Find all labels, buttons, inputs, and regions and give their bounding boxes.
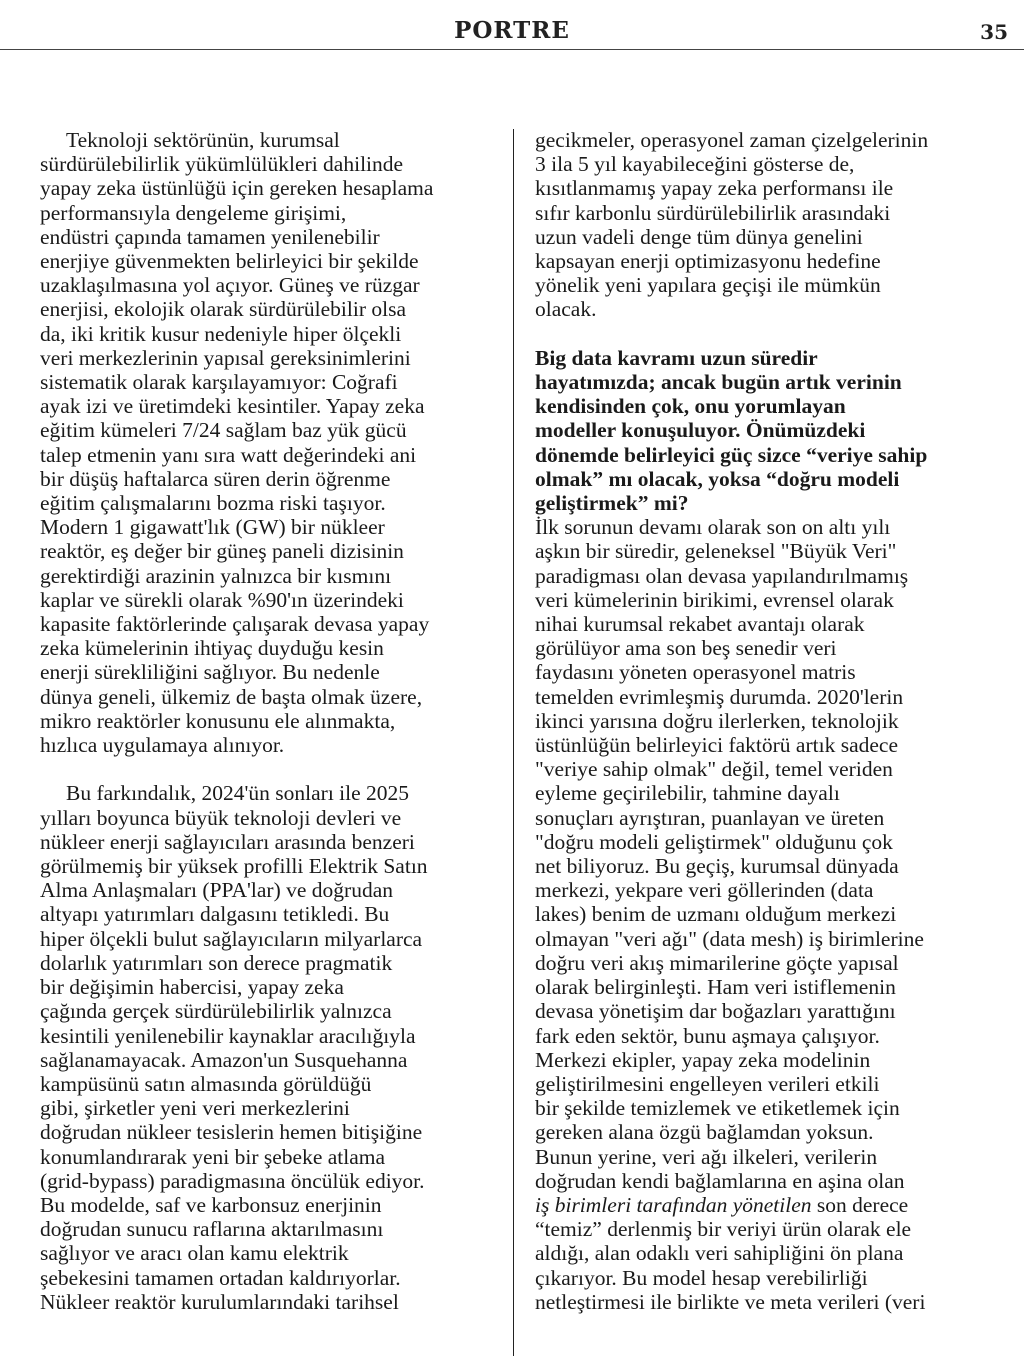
text-line: “temiz” derlenmiş bir veriyi ürün olarak ele [535,1217,912,1242]
text-line: enerjisi, ekolojik olarak sürdürülebilir olsa [40,297,407,322]
text-line: ayak izi ve üretimdeki kesintiler. Yapay zeka [40,394,425,419]
text-line: sıfır karbonlu sürdürülebilirlik arasındaki [535,200,891,225]
paragraph [535,1217,987,1314]
text-line: kesintili yenilenebilir kaynaklar aracılığıyla [40,1023,416,1048]
text-line: faydasını yöneten operasyonel matris [535,660,856,685]
text-line: altyapı yatırımları dalgasını tetikledi. Bu [40,902,390,927]
text-line: uzun vadeli denge tüm dünya genelini [535,224,863,249]
paragraph [535,128,987,322]
text-line: sistematik olarak karşılayamıyor: Coğrafi [40,370,398,395]
right-column [535,128,987,1314]
italic-phrase: iş birimleri tarafından yönetilen [535,1192,812,1217]
text-line: yapay zeka üstünlüğü için gereken hesaplama [40,176,434,201]
text-line: yılları boyunca büyük teknoloji devleri ve [40,805,402,830]
text-line: net biliyoruz. Bu geçiş, kurumsal dünyada [535,854,899,879]
text-line: görülmemiş bir yüksek profilli Elektrik Satın [40,854,428,879]
text-line [535,1193,987,1217]
text-fragment: son derece [811,1192,909,1217]
section-title: PORTRE [454,17,570,44]
text-line: Alma Anlaşmaları (PPA'lar) ve doğrudan [40,878,393,903]
text-line: gereken alana özgü bağlamdan yoksun. [535,1120,874,1145]
text-line: İlk sorunun devamı olarak son on altı yılı [535,515,891,540]
text-line: Bu modelde, saf ve karbonsuz enerjinin [40,1192,382,1217]
text-line: eyleme geçirilebilir, tahmine dayalı [535,781,840,806]
text-line: bir düşüş haftalarca süren derin öğrenme [40,466,391,491]
text-line: uzaklaşılmasına yol açıyor. Güneş ve rüzgar [40,273,420,298]
text-line: üstünlüğün belirleyici faktörü artık sadece [535,733,898,758]
paragraph [40,781,492,1313]
text-line: zeka kümelerinin ihtiyaç duyduğu kesin [40,636,384,661]
text-line: endüstri çapında tamamen yenilenebilir [40,224,380,249]
text-line: enerji sürekliliğini sağlıyor. Bu nedenle [40,660,380,685]
text-line: devasa yönetişim dar boğazları yarattığını [535,999,896,1024]
text-line: Bunun yerine, veri ağı ilkeleri, verilerin [535,1144,878,1169]
text-line: Nükleer reaktör kurulumlarındaki tarihsel [40,1289,399,1314]
text-line: çağında gerçek sürdürülebilirlik yalnızca [40,999,392,1024]
interview-question [535,346,987,515]
text-line: geliştirilmesini engelleyen verileri etkili [535,1071,880,1096]
text-line: eğitim çalışmalarını bozma riski taşıyor. [40,491,386,516]
text-line: nükleer enerji sağlayıcıları arasında benzeri [40,829,415,854]
text-line: gibi, şirketler yeni veri merkezlerini [40,1096,350,1121]
text-line: talep etmenin yanı sıra watt değerindeki ani [40,442,417,467]
text-line: görülüyor ama son beş senedir veri [535,636,837,661]
text-line: olmayan "veri ağı" (data mesh) iş birimlerine [535,926,924,951]
header-rule [0,49,1024,50]
text-line: olmak” mı olacak, yoksa “doğru modeli [535,466,900,491]
text-line: 3 ila 5 yıl kayabileceğini gösterse de, [535,152,855,177]
text-line: kampüsünü satın almasında görüldüğü [40,1071,372,1096]
text-line: merkezi, yekpare veri göllerinden (data [535,878,874,903]
text-line: hızlıca uygulamaya alınıyor. [40,733,285,758]
text-line: temelden evrimleşmiş durumda. 2020'lerin [535,684,904,709]
text-line: Modern 1 gigawatt'lık (GW) bir nükleer [40,515,385,540]
paragraph-gap [535,322,987,346]
text-line: reaktör, eş değer bir güneş paneli dizisinin [40,539,404,564]
text-line: paradigması olan devasa yapılandırılmamış [535,563,909,588]
text-line: kapasite faktörlerinde çalışarak devasa yapay [40,612,430,637]
text-line: Teknoloji sektörünün, kurumsal [66,128,340,152]
text-line: doğru veri akış mimarilerine göçte yapısal [535,950,899,975]
text-line: hiper ölçekli bulut sağlayıcıların milyarlarca [40,926,423,951]
text-line: geliştirmek” mi? [535,491,689,516]
text-line: nihai kurumsal rekabet avantajı olarak [535,612,865,637]
text-line: lakes) benim de uzmanı olduğum merkezi [535,902,897,927]
paragraph [535,515,987,1193]
text-line: netleştirmesi ile birlikte ve meta verileri (veri [535,1289,926,1314]
text-line: fark eden sektör, bunu aşmaya çalışıyor. [535,1023,880,1048]
text-line: konumlandırarak yeni bir şebeke atlama [40,1144,386,1169]
text-line: dönemde belirleyici güç sizce “veriye sahip [535,442,928,467]
text-line: aşkın bir süredir, geleneksel "Büyük Veri" [535,539,897,564]
left-column [40,128,492,1314]
text-line: hayatımızda; ancak bugün artık verinin [535,370,902,395]
text-line: doğrudan nükleer tesislerin hemen bitişiğine [40,1120,423,1145]
page-number: 35 [980,20,1008,44]
text-line: (grid-bypass) paradigmasına öncülük ediyor. [40,1168,425,1193]
text-line: veri kümelerinin birikimi, evrensel olarak [535,587,894,612]
text-line: "veriye sahip olmak" değil, temel veriden [535,757,893,782]
text-line: bir değişimin habercisi, yapay zeka [40,975,344,1000]
text-line: mikro reaktörler konusunu ele alınmakta, [40,708,396,733]
text-line: sonuçları ayrıştıran, puanlayan ve üreten [535,805,885,830]
text-line: kaplar ve sürekli olarak %90'ın üzerindeki [40,587,404,612]
column-divider [513,129,514,1356]
text-line: şebekesini tamamen ortadan kaldırıyorlar. [40,1265,401,1290]
text-line: kısıtlanmamış yapay zeka performansı ile [535,176,894,201]
text-line: olacak. [535,297,597,322]
text-line: gerektirdiği arazinin yalnızca bir kısmını [40,563,392,588]
text-line: veri merkezlerinin yapısal gereksinimlerini [40,345,411,370]
text-line: kendisinden çok, onu yorumlayan [535,394,846,419]
text-line: Big data kavramı uzun süredir [535,345,818,370]
text-line: sürdürülebilirlik yükümlülükleri dahilinde [40,152,404,177]
text-line: eğitim kümeleri 7/24 sağlam baz yük gücü [40,418,407,443]
text-line: Bu farkındalık, 2024'ün sonları ile 2025 [66,781,410,806]
text-line: sağlıyor ve aracı olan kamu elektrik [40,1241,349,1266]
text-line: modeller konuşuluyor. Önümüzdeki [535,418,866,443]
text-line: dolarlık yatırımları son derece pragmatik [40,950,393,975]
text-line: ikinci yarısına doğru ilerlerken, teknolojik [535,708,899,733]
text-line: "doğru modeli geliştirmek" olduğunu çok [535,829,893,854]
text-line: yönelik yeni yapılara geçişi ile mümkün [535,273,881,298]
text-line: performansıyla dengeleme girişimi, [40,200,347,225]
text-line: gecikmeler, operasyonel zaman çizelgelerinin [535,128,929,152]
page-header [0,0,1024,50]
text-line: olarak belirginleşti. Ham veri istiflemenin [535,975,896,1000]
text-line: dünya geneli, ülkemiz de başta olmak üzere, [40,684,423,709]
paragraph-gap [40,757,492,781]
text-line: çıkarıyor. Bu model hesap verebilirliği [535,1265,868,1290]
text-line: da, iki kritik kusur nedeniyle hiper ölçekli [40,321,402,346]
paragraph [40,128,492,757]
text-line: doğrudan sunucu raflarına aktarılmasını [40,1217,384,1242]
text-line: aldığı, alan odaklı veri sahipliğini ön plana [535,1241,904,1266]
text-line: bir şekilde temizlemek ve etiketlemek için [535,1096,900,1121]
text-line: enerjiye güvenmekten belirleyici bir şekilde [40,249,419,274]
text-line: Merkezi ekipler, yapay zeka modelinin [535,1047,871,1072]
text-line: doğrudan kendi bağlamlarına en aşina olan [535,1168,905,1193]
text-line: kapsayan enerji optimizasyonu hedefine [535,249,881,274]
text-line: sağlanamayacak. Amazon'un Susquehanna [40,1047,408,1072]
